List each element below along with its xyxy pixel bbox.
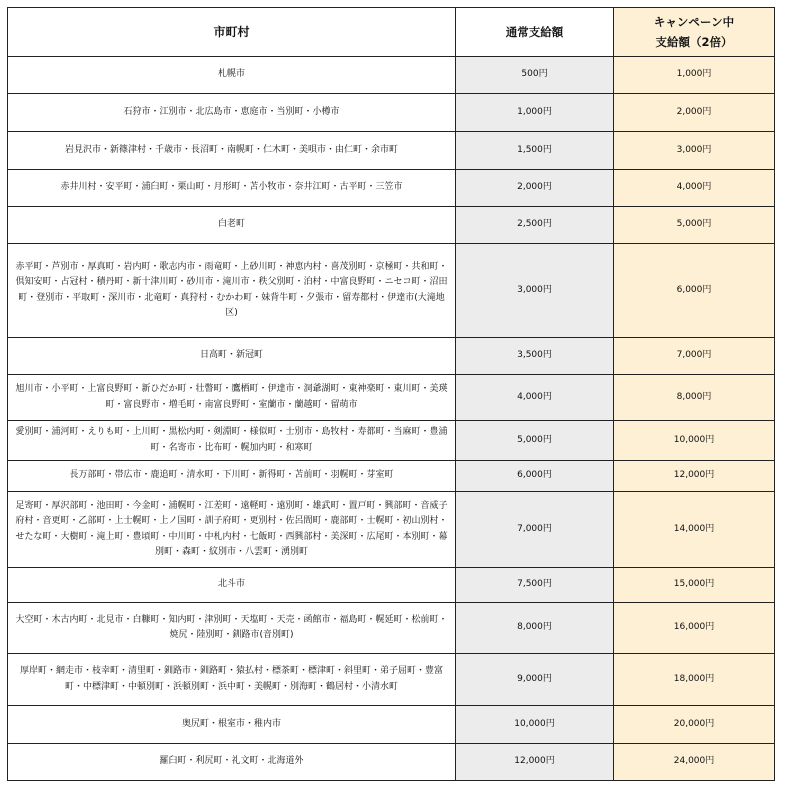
- normal-amount-cell: 6,000円: [456, 461, 614, 492]
- header-campaign-line2: 支給額（2倍）: [655, 35, 733, 49]
- table-row: [8, 338, 775, 375]
- table-row: [8, 744, 775, 781]
- campaign-amount-cell: 6,000円: [614, 244, 775, 338]
- table-row: [8, 94, 775, 132]
- header-campaign-line1: キャンペーン中: [653, 15, 735, 29]
- table-row: [8, 603, 775, 654]
- normal-amount-cell: 7,000円: [456, 492, 614, 568]
- campaign-amount-cell: 18,000円: [614, 654, 775, 706]
- table-header-row: [8, 8, 775, 57]
- table-row: [8, 244, 775, 338]
- table-row: [8, 207, 775, 244]
- normal-amount-cell: 4,000円: [456, 375, 614, 421]
- table-row: [8, 568, 775, 603]
- table-row: [8, 375, 775, 421]
- campaign-amount-cell: 24,000円: [614, 744, 775, 781]
- municipality-cell: 厚岸町・網走市・枝幸町・清里町・釧路市・釧路町・猿払村・標茶町・標津町・斜里町・弟子屈町・豊富町・中標津町・中頓別町・浜頓別町・浜中町・美幌町・別海町・鶴居村・小清水町: [8, 654, 456, 706]
- normal-amount-cell: 2,000円: [456, 170, 614, 207]
- normal-amount-cell: 7,500円: [456, 568, 614, 603]
- campaign-amount-cell: 16,000円: [614, 603, 775, 654]
- table-row: [8, 421, 775, 461]
- municipality-cell: 赤平町・芦別市・厚真町・岩内町・歌志内市・雨竜町・上砂川町・神恵内村・喜茂別町・京極町・共和町・倶知安町・占冠村・積丹町・新十津川町・砂川市・滝川市・秩父別町・泊村・中富良野町・ニセコ町・沼田町・登別市・平取町・深川市・北竜町・真狩村・むかわ町・妹背牛町・夕張市・留寿都村・伊達市(大滝地区): [8, 244, 456, 338]
- campaign-amount-cell: 12,000円: [614, 461, 775, 492]
- campaign-amount-cell: 1,000円: [614, 57, 775, 94]
- normal-amount-cell: 500円: [456, 57, 614, 94]
- normal-amount-cell: 12,000円: [456, 744, 614, 781]
- campaign-amount-cell: 3,000円: [614, 132, 775, 170]
- municipality-cell: 愛別町・浦河町・えりも町・上川町・黒松内町・剣淵町・様似町・士別市・島牧村・寿都町・当麻町・豊浦町・名寄市・比布町・幌加内町・和寒町: [8, 421, 456, 461]
- campaign-amount-cell: 5,000円: [614, 207, 775, 244]
- municipality-cell: 長万部町・帯広市・鹿追町・清水町・下川町・新得町・苫前町・羽幌町・芽室町: [8, 461, 456, 492]
- normal-amount-cell: 8,000円: [456, 603, 614, 654]
- normal-amount-cell: 3,500円: [456, 338, 614, 375]
- table-row: [8, 170, 775, 207]
- municipality-cell: 北斗市: [8, 568, 456, 603]
- table-row: [8, 654, 775, 706]
- table-row: [8, 706, 775, 744]
- campaign-amount-cell: 10,000円: [614, 421, 775, 461]
- municipality-cell: 羅臼町・利尻町・礼文町・北海道外: [8, 744, 456, 781]
- normal-amount-cell: 5,000円: [456, 421, 614, 461]
- table-row: [8, 132, 775, 170]
- campaign-amount-cell: 7,000円: [614, 338, 775, 375]
- municipality-cell: 札幌市: [8, 57, 456, 94]
- subsidy-table: [7, 7, 775, 781]
- municipality-cell: 石狩市・江別市・北広島市・恵庭市・当別町・小樽市: [8, 94, 456, 132]
- municipality-cell: 白老町: [8, 207, 456, 244]
- municipality-cell: 旭川市・小平町・上富良野町・新ひだか町・壮瞥町・鷹栖町・伊達市・洞爺湖町・東神楽町・東川町・美瑛町・富良野市・増毛町・南富良野町・室蘭市・蘭越町・留萌市: [8, 375, 456, 421]
- municipality-cell: 日高町・新冠町: [8, 338, 456, 375]
- campaign-amount-cell: 8,000円: [614, 375, 775, 421]
- campaign-amount-cell: 20,000円: [614, 706, 775, 744]
- table-row: [8, 461, 775, 492]
- table-body: [8, 57, 775, 781]
- table-row: [8, 57, 775, 94]
- normal-amount-cell: 9,000円: [456, 654, 614, 706]
- normal-amount-cell: 2,500円: [456, 207, 614, 244]
- municipality-cell: 大空町・木古内町・北見市・白糠町・知内町・津別町・天塩町・天売・函館市・福島町・幌延町・松前町・焼尻・陸別町・釧路市(音別町): [8, 603, 456, 654]
- campaign-amount-cell: 14,000円: [614, 492, 775, 568]
- header-municipality: 市町村: [8, 8, 456, 57]
- municipality-cell: 赤井川村・安平町・浦臼町・栗山町・月形町・苫小牧市・奈井江町・古平町・三笠市: [8, 170, 456, 207]
- header-campaign-amount: [614, 8, 775, 57]
- normal-amount-cell: 1,000円: [456, 94, 614, 132]
- campaign-amount-cell: 2,000円: [614, 94, 775, 132]
- normal-amount-cell: 10,000円: [456, 706, 614, 744]
- header-normal-amount: 通常支給額: [456, 8, 614, 57]
- municipality-cell: 奥尻町・根室市・稚内市: [8, 706, 456, 744]
- table-row: [8, 492, 775, 568]
- municipality-cell: 足寄町・厚沢部町・池田町・今金町・浦幌町・江差町・遠軽町・遠別町・雄武町・置戸町・興部町・音威子府村・音更町・乙部町・上士幌町・上ノ国町・訓子府町・更別村・佐呂間町・鹿部町・士幌町・初山別村・せたな町・大樹町・滝上町・豊頃町・中川町・中札内村・七飯町・西興部村・美深町・広尾町・本別町・幕別町・森町・紋別市・八雲町・湧別町: [8, 492, 456, 568]
- normal-amount-cell: 3,000円: [456, 244, 614, 338]
- campaign-amount-cell: 4,000円: [614, 170, 775, 207]
- municipality-cell: 岩見沢市・新篠津村・千歳市・長沼町・南幌町・仁木町・美唄市・由仁町・余市町: [8, 132, 456, 170]
- normal-amount-cell: 1,500円: [456, 132, 614, 170]
- subsidy-table-container: [7, 7, 774, 781]
- campaign-amount-cell: 15,000円: [614, 568, 775, 603]
